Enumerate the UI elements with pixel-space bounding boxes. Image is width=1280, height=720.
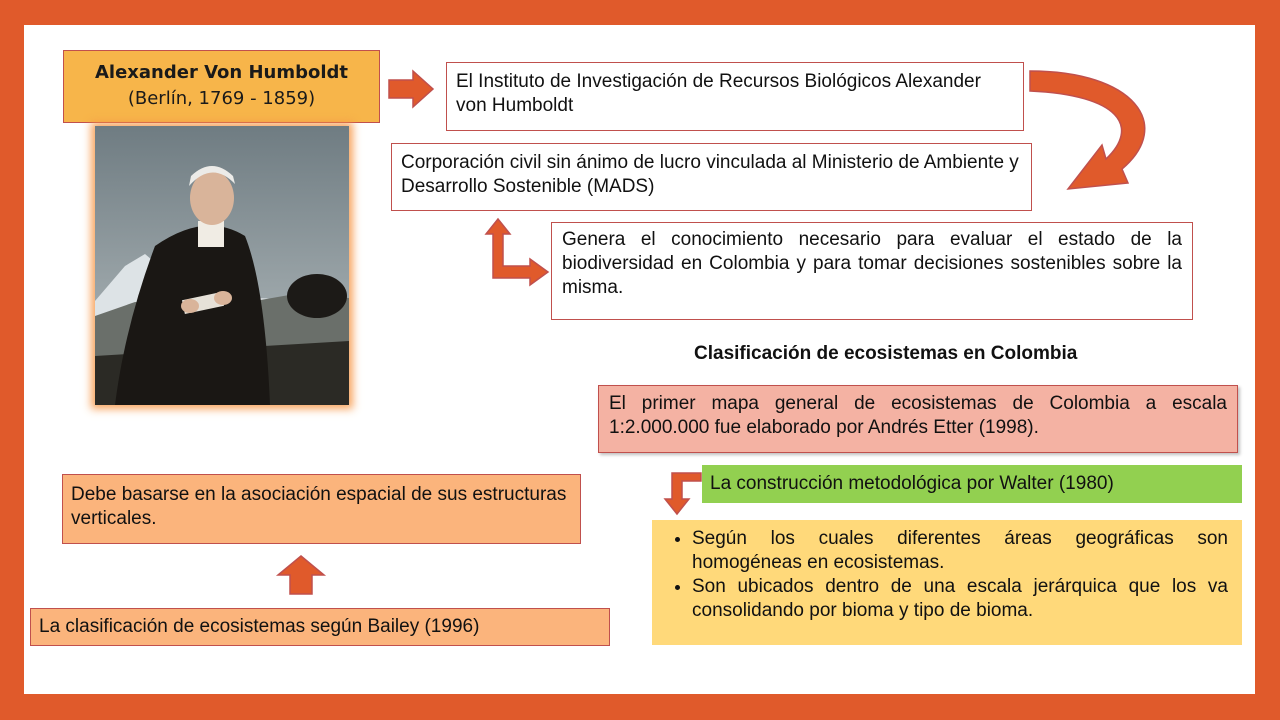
title-box xyxy=(63,50,380,123)
institute-box xyxy=(446,62,1024,131)
walter-box xyxy=(702,465,1242,503)
spatial-text: Debe basarse en la asociación espacial de sus estructuras verticales. xyxy=(71,484,567,529)
classification-heading: Clasificación de ecosistemas en Colombia xyxy=(694,343,1078,364)
title-subtitle: (Berlín, 1769 - 1859) xyxy=(127,88,316,109)
corporation-box xyxy=(391,143,1032,211)
portrait-image xyxy=(95,126,349,405)
bullet-list-box xyxy=(652,520,1242,645)
title-name: Alexander Von Humboldt xyxy=(94,62,349,83)
slide-canvas xyxy=(24,25,1255,694)
bullet-item: • Son ubicados dentro de una escala jerárquica que los va consolidando por bioma y tipo de bioma. xyxy=(692,575,1228,623)
first-map-text: El primer mapa general de ecosistemas de Colombia a escala 1:2.000.000 fue elaborado por Andrés Etter (1998). xyxy=(609,393,1227,438)
bailey-box xyxy=(30,608,610,646)
right-arrow-icon xyxy=(388,70,434,108)
first-map-box xyxy=(598,385,1238,453)
portrait-painting-icon xyxy=(95,126,349,405)
walter-text: La construcción metodológica por Walter (1980) xyxy=(710,473,1114,494)
curved-arrow-icon xyxy=(1024,65,1174,205)
elbow-arrow-icon xyxy=(486,218,550,288)
knowledge-box xyxy=(551,222,1193,320)
bullet-item: • Según los cuales diferentes áreas geográficas son homogéneas en ecosistemas. xyxy=(692,527,1228,575)
knowledge-text: Genera el conocimiento necesario para evaluar el estado de la biodiversidad en Colombia y para tomar decisiones sostenibles sobre la misma. xyxy=(562,229,1182,298)
bullet-list xyxy=(666,527,1228,623)
corporation-text: Corporación civil sin ánimo de lucro vinculada al Ministerio de Ambiente y Desarrollo Sostenible (MADS) xyxy=(401,152,1019,197)
up-arrow-icon xyxy=(277,555,325,595)
spatial-box xyxy=(62,474,581,544)
bailey-text: La clasificación de ecosistemas según Bailey (1996) xyxy=(39,616,480,637)
institute-text: El Instituto de Investigación de Recursos Biológicos Alexander von Humboldt xyxy=(456,71,981,116)
bent-down-arrow-icon xyxy=(664,471,702,515)
